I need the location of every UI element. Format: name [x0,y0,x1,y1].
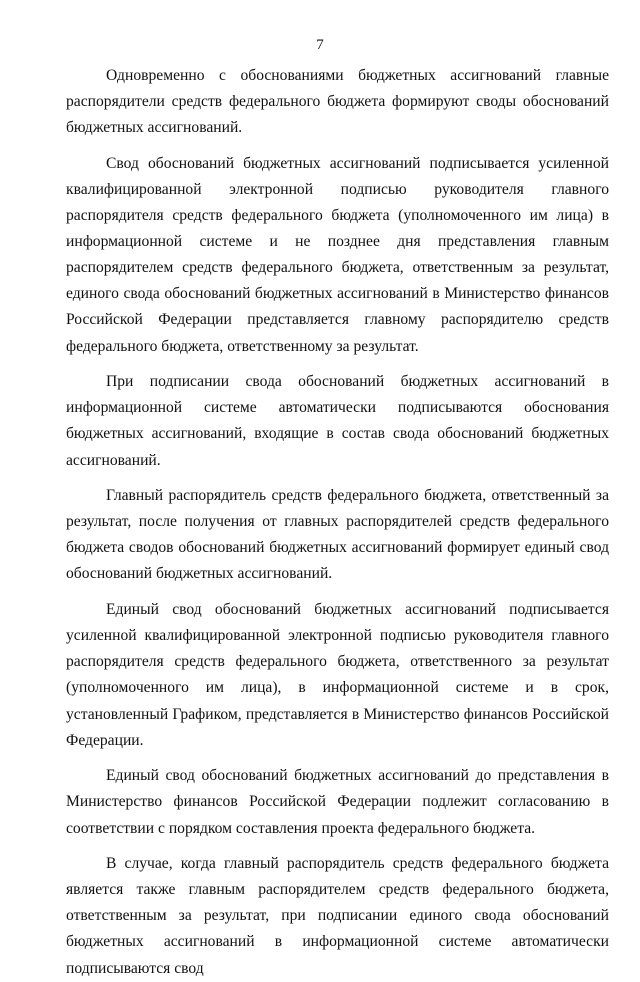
paragraph-4: Главный распорядитель средств федерального бюджета, ответственный за результат, после получения от главных распорядителей средств федерального бюджета сводов обоснований бюджетных ассигнований формирует единый свод обоснований бюджетных ассигнований. [66,487,609,583]
page-number: 7 [316,37,324,53]
paragraph-5: Единый свод обоснований бюджетных ассигнований подписывается усиленной квалифицированной электронной подписью руководителя главного распорядителя средств федерального бюджета, ответственного за результат (уполномоченного им лица), в информационной системе и в срок, установленный Графиком, представляется в Министерство финансов Российской Федерации. [66,601,609,749]
body-text [66,63,609,982]
paragraph-1: Одновременно с обоснованиями бюджетных ассигнований главные распорядители средств федерального бюджета формируют своды обоснований бюджетных ассигнований. [66,67,609,137]
paragraph-7: В случае, когда главный распорядитель средств федерального бюджета является также главным распорядителем средств федерального бюджета, ответственным за результат, при подписании единого свода обоснований бюджетных ассигнований в информационной системе автоматически подписываются свод [66,855,609,977]
paragraph-3: При подписании свода обоснований бюджетных ассигнований в информационной системе автоматически подписываются обоснования бюджетных ассигнований, входящие в состав свода обоснований бюджетных ассигнований. [66,373,609,469]
paragraph-6: Единый свод обоснований бюджетных ассигнований до представления в Министерство финансов Российской Федерации подлежит согласованию в соответствии с порядком составления проекта федерального бюджета. [66,767,609,837]
paragraph-2: Свод обоснований бюджетных ассигнований подписывается усиленной квалифицированной электронной подписью руководителя главного распорядителя средств федерального бюджета (уполномоченного им лица) в информационной системе и не позднее дня представления главным распорядителем средств федерального бюджета, ответственным за результат, единого свода обоснований бюджетных ассигнований в Министерство финансов Российской Федерации представляется главному распорядителю средств федерального бюджета, ответственному за результат. [66,154,609,355]
